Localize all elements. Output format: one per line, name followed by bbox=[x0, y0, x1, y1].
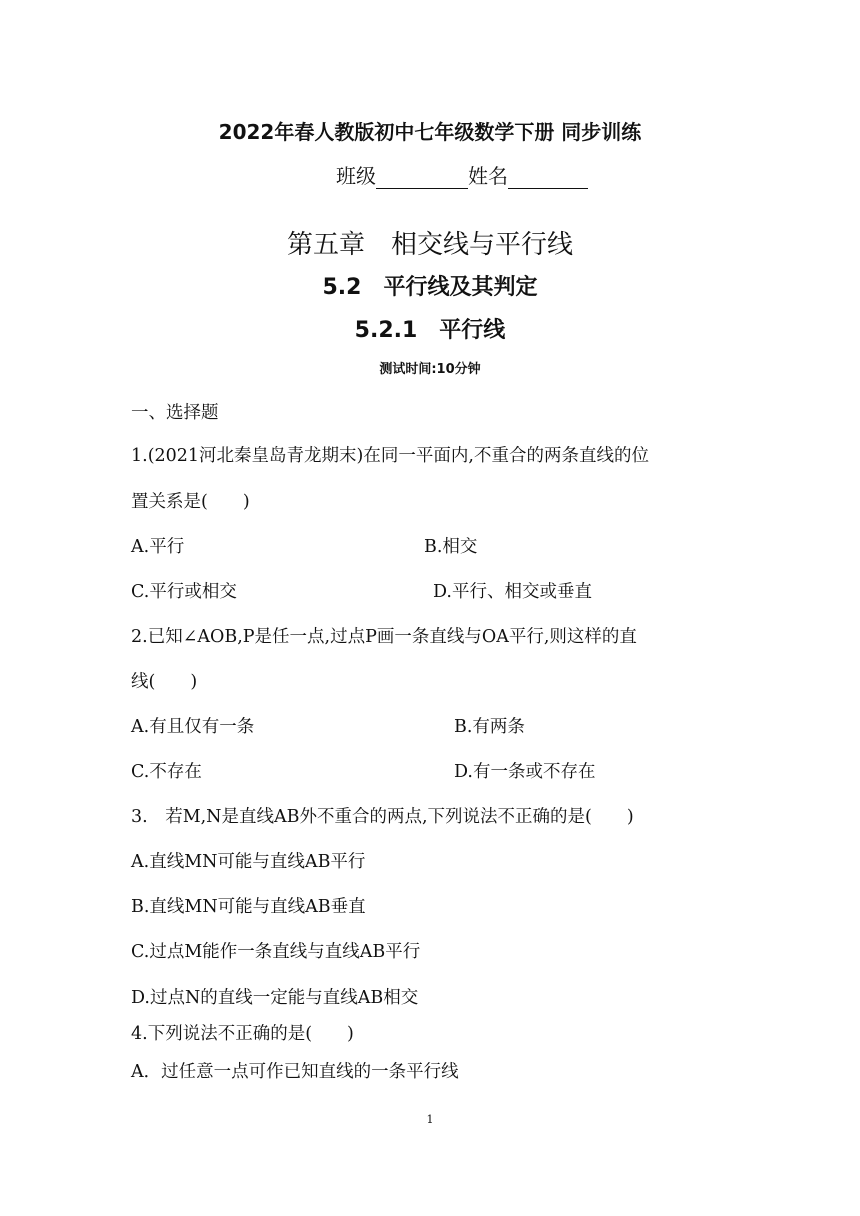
name-blank[interactable] bbox=[508, 166, 588, 189]
q1-stem-line2: 置关系是( ) bbox=[131, 492, 250, 512]
q2-stem-line2: 线( ) bbox=[131, 672, 198, 692]
section-title: 5.2 平行线及其判定 bbox=[322, 275, 538, 300]
q1-stem-line1: 1.(2021河北秦皇岛青龙期末)在同一平面内,不重合的两条直线的位 bbox=[131, 446, 649, 466]
part-heading: 一、选择题 bbox=[131, 403, 219, 423]
chapter-title: 第五章 相交线与平行线 bbox=[286, 230, 573, 260]
q1-option-c: C.平行或相交 bbox=[131, 582, 237, 602]
document-title: 2022年春人教版初中七年级数学下册 同步训练 bbox=[218, 120, 642, 144]
q2-stem-line1: 2.已知∠AOB,P是任一点,过点P画一条直线与OA平行,则这样的直 bbox=[131, 627, 637, 647]
q1-option-a: A.平行 bbox=[131, 537, 185, 557]
q3-option-d: D.过点N的直线一定能与直线AB相交 bbox=[131, 988, 419, 1008]
q3-stem: 3. 若M,N是直线AB外不重合的两点,下列说法不正确的是( ) bbox=[131, 807, 634, 827]
q3-option-a: A.直线MN可能与直线AB平行 bbox=[131, 852, 366, 872]
q1-option-b: B.相交 bbox=[424, 537, 478, 557]
q4-stem: 4.下列说法不正确的是( ) bbox=[131, 1024, 354, 1044]
q3-option-c: C.过点M能作一条直线与直线AB平行 bbox=[131, 942, 421, 962]
page-number: 1 bbox=[426, 1113, 434, 1126]
subsection-title: 5.2.1 平行线 bbox=[354, 318, 506, 343]
class-blank[interactable] bbox=[376, 166, 468, 189]
q3-option-b: B.直线MN可能与直线AB垂直 bbox=[131, 897, 366, 917]
q4-option-a: A．过任意一点可作已知直线的一条平行线 bbox=[131, 1062, 459, 1082]
q2-option-b: B.有两条 bbox=[454, 717, 525, 737]
class-name-line bbox=[336, 160, 588, 189]
q2-option-c: C.不存在 bbox=[131, 762, 202, 782]
q2-option-a: A.有且仅有一条 bbox=[131, 717, 255, 737]
q2-option-d: D.有一条或不存在 bbox=[454, 762, 596, 782]
class-label: 班级 bbox=[336, 164, 376, 188]
name-label: 姓名 bbox=[468, 164, 508, 188]
q1-option-d: D.平行、相交或垂直 bbox=[433, 582, 592, 602]
test-time: 测试时间:10分钟 bbox=[379, 362, 481, 377]
